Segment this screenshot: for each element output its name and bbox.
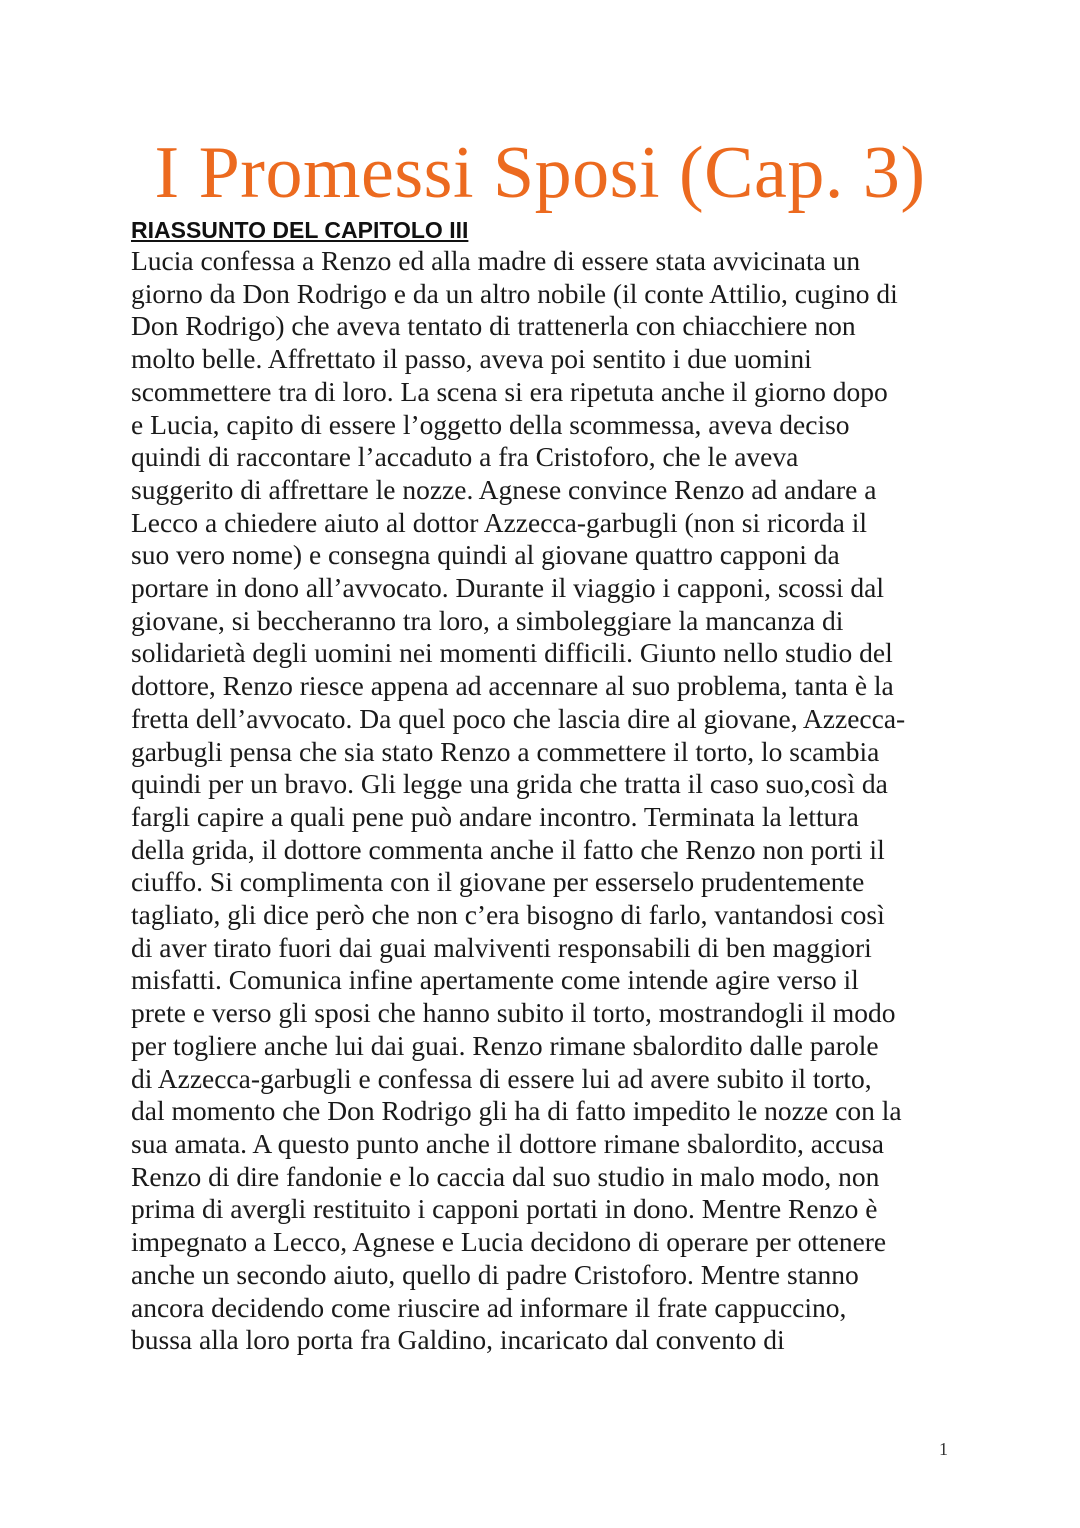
text-line: ancora decidendo come riuscire ad informare il frate cappuccino, <box>131 1291 847 1323</box>
text-line: portare in dono all’avvocato. Durante il viaggio i capponi, scossi dal <box>131 572 884 604</box>
text-line: ciuffo. Si complimenta con il giovane per esserselo prudentemente <box>131 866 865 898</box>
text-line: anche un secondo aiuto, quello di padre Cristoforo. Mentre stanno <box>131 1258 859 1290</box>
text-line: Don Rodrigo) che aveva tentato di trattenerla con chiacchiere non <box>131 310 856 342</box>
text-line: fretta dell’avvocato. Da quel poco che lascia dire al giovane, Azzecca- <box>131 702 906 734</box>
text-line: quindi di raccontare l’accaduto a fra Cristoforo, che le aveva <box>131 441 799 473</box>
page-title: I Promessi Sposi (Cap. 3) <box>154 132 926 214</box>
text-line: garbugli pensa che sia stato Renzo a commettere il torto, lo scambia <box>131 735 880 767</box>
text-line: impegnato a Lecco, Agnese e Lucia decidono di operare per ottenere <box>131 1226 887 1258</box>
text-line: dottore, Renzo riesce appena ad accennare al suo problema, tanta è la <box>131 670 894 702</box>
text-line: giovane, si beccheranno tra loro, a simboleggiare la mancanza di <box>131 604 844 636</box>
text-line: bussa alla loro porta fra Galdino, incaricato dal convento di <box>131 1324 785 1356</box>
text-line: Lecco a chiedere aiuto al dottor Azzecca-garbugli (non si ricorda il <box>131 506 868 538</box>
text-line: suggerito di affrettare le nozze. Agnese convince Renzo ad andare a <box>131 473 877 505</box>
text-line: scommettere tra di loro. La scena si era ripetuta anche il giorno dopo <box>131 375 888 407</box>
text-line: solidarietà degli uomini nei momenti difficili. Giunto nello studio del <box>131 637 893 669</box>
text-line: di Azzecca-garbugli e confessa di essere lui ad avere subito il torto, <box>131 1062 872 1094</box>
text-line: misfatti. Comunica infine apertamente come intende agire verso il <box>131 964 859 996</box>
text-line: e Lucia, capito di essere l’oggetto della scommessa, aveva deciso <box>131 408 850 440</box>
text-line: fargli capire a quali pene può andare incontro. Terminata la lettura <box>131 800 859 832</box>
text-line: Renzo di dire fandonie e lo caccia dal suo studio in malo modo, non <box>131 1160 880 1192</box>
section-heading: RIASSUNTO DEL CAPITOLO III <box>131 217 469 243</box>
text-line: dal momento che Don Rodrigo gli ha di fatto impedito le nozze con la <box>131 1095 902 1127</box>
text-line: Lucia confessa a Renzo ed alla madre di essere stata avvicinata un <box>131 245 861 276</box>
text-line: quindi per un bravo. Gli legge una grida che tratta il caso suo,così da <box>131 768 888 800</box>
text-line: tagliato, gli dice però che non c’era bisogno di farlo, vantandosi così <box>131 899 885 931</box>
text-line: suo vero nome) e consegna quindi al giovane quattro capponi da <box>131 539 840 571</box>
text-line: sua amata. A questo punto anche il dottore rimane sbalordito, accusa <box>131 1127 884 1159</box>
text-line: della grida, il dottore commenta anche il fatto che Renzo non porti il <box>131 833 885 865</box>
text-line: prete e verso gli sposi che hanno subito il torto, mostrandogli il modo <box>131 997 896 1029</box>
text-line: per togliere anche lui dai guai. Renzo rimane sbalordito dalle parole <box>131 1029 879 1061</box>
body-text <box>131 245 1031 1357</box>
text-line: di aver tirato fuori dai guai malviventi responsabili di ben maggiori <box>131 931 872 963</box>
text-line: prima di avergli restituito i capponi portati in dono. Mentre Renzo è <box>131 1193 878 1225</box>
page-number: 1 <box>939 1439 948 1459</box>
text-line: molto belle. Affrettato il passo, aveva poi sentito i due uomini <box>131 343 812 375</box>
text-line: giorno da Don Rodrigo e da un altro nobile (il conte Attilio, cugino di <box>131 277 898 309</box>
